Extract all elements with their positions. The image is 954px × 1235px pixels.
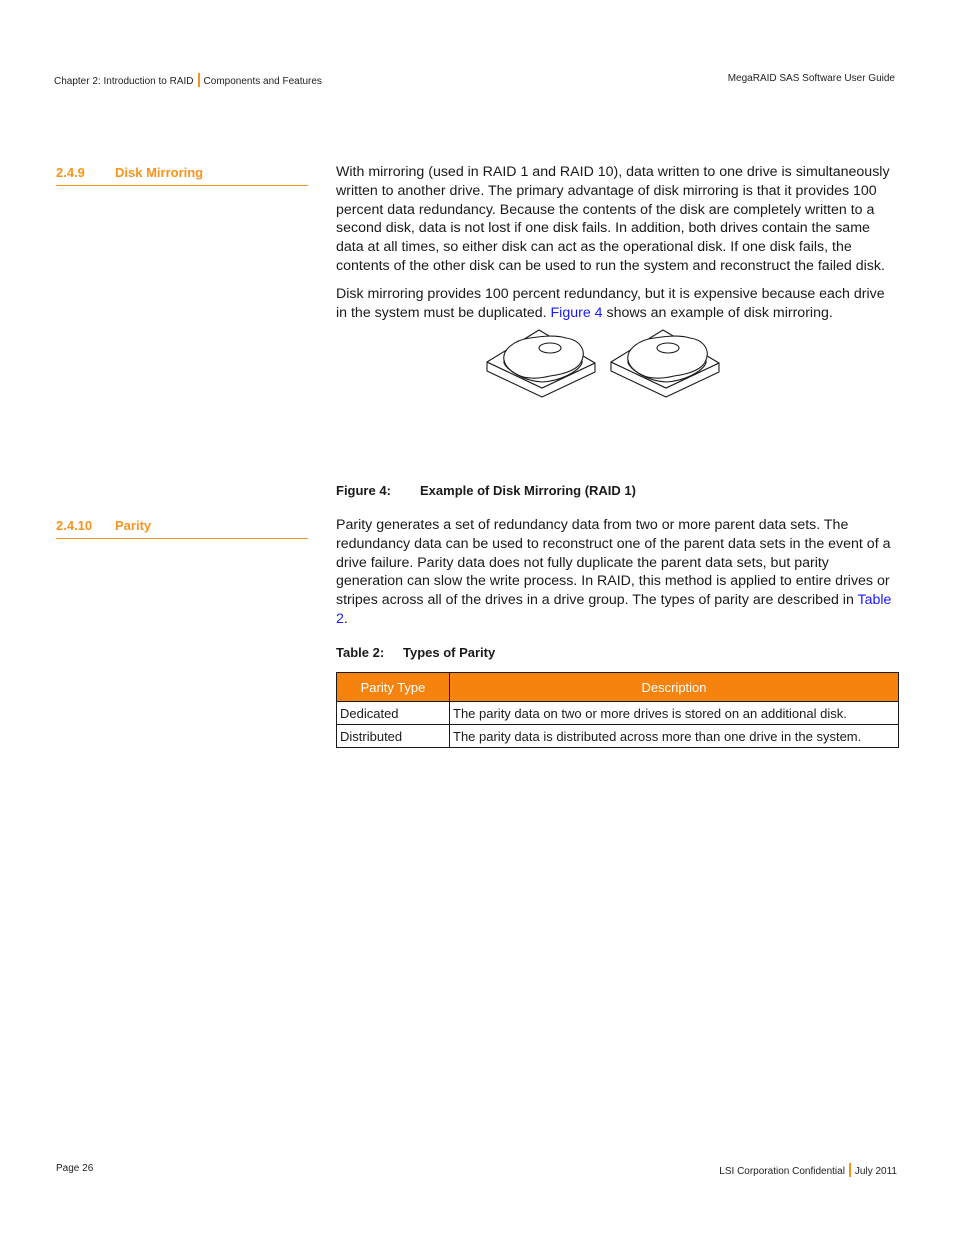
header-divider [198, 73, 200, 87]
section-heading-title: Disk Mirroring [115, 165, 204, 180]
mirroring-paragraph-2 [336, 285, 898, 323]
column-header-description: Description [450, 673, 899, 702]
confidential-notice: LSI Corporation Confidential [719, 1166, 845, 1177]
section-heading-title: Parity [115, 518, 152, 533]
table-cell: The parity data on two or more drives is stored on an additional disk. [450, 702, 899, 725]
table-cell: Distributed [337, 725, 450, 748]
figure-label: Figure 4: [336, 483, 391, 498]
table-label: Table 2: [336, 645, 385, 660]
table-caption [336, 645, 495, 660]
mirroring-paragraph-1: With mirroring (used in RAID 1 and RAID 10), data written to one drive is simultaneously written to another drive. The primary advantage of disk mirroring is that it provides 100 percent data redundancy. Because the contents of the disk are completely written to a second disk, data is not lost if one disk fails. In addition, both drives contain the same data at all times, so either disk can act as the operational disk. If one disk fails, the contents of the other disk can be used to run the system and reconstruct the failed disk. [336, 164, 890, 274]
mirroring-p2-text: Disk mirroring provides 100 percent redundancy, but it is expensive because each drive in the system must be duplicated. [336, 286, 885, 321]
table-row [337, 702, 899, 725]
figure-title: Example of Disk Mirroring (RAID 1) [420, 483, 636, 498]
table-cell: Dedicated [337, 702, 450, 725]
parity-types-table [336, 672, 899, 748]
parity-paragraph [336, 516, 898, 629]
page-number: Page 26 [56, 1163, 94, 1174]
table-row [337, 725, 899, 748]
running-footer-right [719, 1163, 897, 1177]
section-number: 2.4.9 [56, 165, 85, 180]
parity-text-end: . [343, 610, 348, 627]
section-heading-disk-mirroring [56, 165, 308, 186]
running-header-left [54, 73, 322, 87]
table-title: Types of Parity [403, 645, 496, 660]
footer-divider [849, 1163, 851, 1177]
disk-mirroring-illustration [484, 326, 724, 400]
figure-caption [336, 483, 636, 498]
column-header-parity-type: Parity Type [337, 673, 450, 702]
table-header-row [337, 673, 899, 702]
section-title: Components and Features [203, 76, 322, 87]
hard-drive-icon [611, 330, 719, 397]
publication-date: July 2011 [854, 1166, 897, 1177]
table-cell: The parity data is distributed across more than one drive in the system. [450, 725, 899, 748]
section-heading-parity [56, 518, 308, 539]
section-number: 2.4.10 [56, 518, 93, 533]
figure-4-link[interactable]: Figure 4 [550, 304, 603, 321]
mirroring-p2-text-end: shows an example of disk mirroring. [602, 304, 833, 321]
parity-text: Parity generates a set of redundancy data from two or more parent data sets. The redundancy data can be used to reconstruct one of the parent data sets in the event of a drive failure. Parity data does not fully duplicate the parent data sets, but parity generation can slow the write process. In RAID, this method is applied to entire drives or stripes across all of the drives in a drive group. The types of parity are described in [336, 517, 891, 609]
chapter-title: Chapter 2: Introduction to RAID [54, 76, 194, 87]
hard-drive-icon [487, 330, 595, 397]
running-header-right: MegaRAID SAS Software User Guide [727, 73, 895, 84]
table-2-link[interactable]: Table 2 [336, 592, 892, 627]
